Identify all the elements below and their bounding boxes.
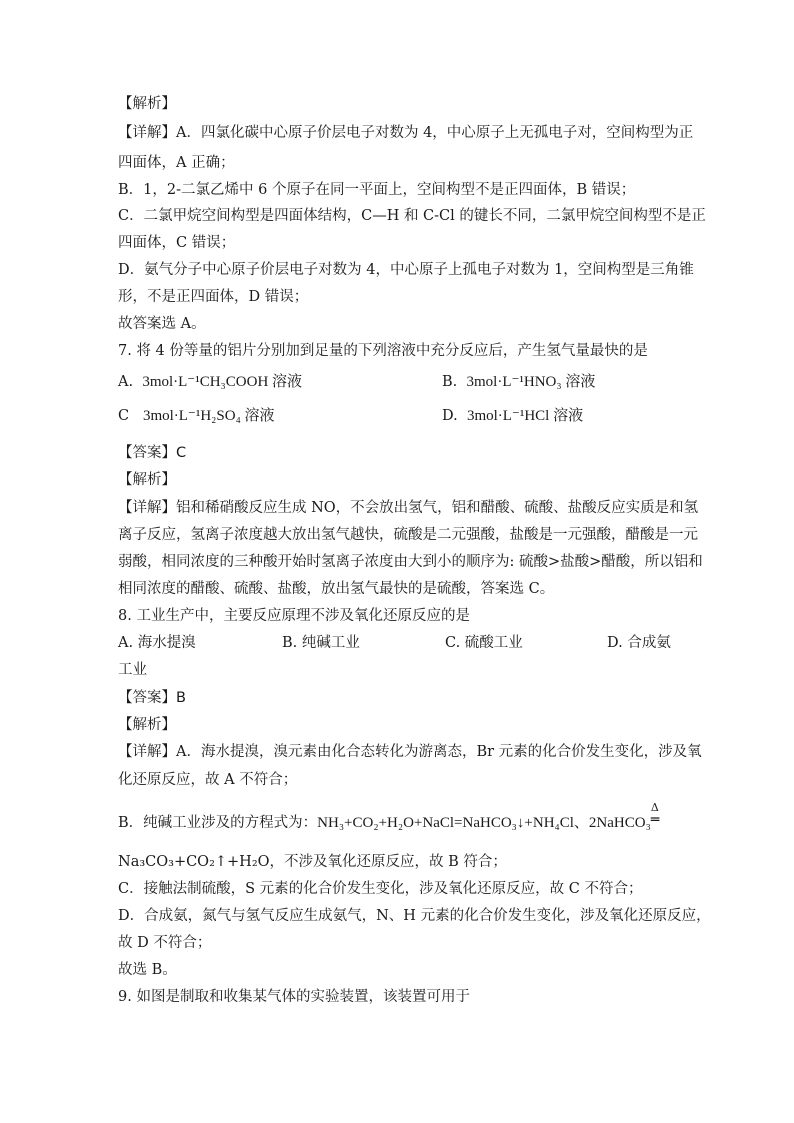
explanation-line: 【详解】A．海水提溴，溴元素由化合态转化为游离态，Br 元素的化合价发生变化，涉及氧: [118, 744, 702, 760]
answer-label: 【答案】C: [118, 445, 187, 461]
explanation-line: B．1，2-二氯乙烯中 6 个原子在同一平面上，空间构型不是正四面体，B 错误；: [118, 182, 636, 198]
option-c: C 3mol·L⁻¹H₂SO₄ 溶液: [118, 408, 275, 424]
question-8: 8. 工业生产中，主要反应原理不涉及氧化还原反应的是: [118, 608, 470, 624]
option-b: B. 3mol·L⁻¹HNO₃ 溶液: [442, 374, 596, 390]
analysis-heading: 【解析】: [118, 472, 176, 488]
equation-continuation: Na₃CO₃+CO₂↑+H₂O，不涉及氧化还原反应，故 B 符合；: [118, 854, 507, 870]
explanation-line: C．二氯甲烷空间构型是四面体结构，C—H 和 C-Cl 的键长不同，二氯甲烷空间构型不是正: [118, 208, 706, 224]
heat-condition: Δ ═: [650, 801, 660, 828]
option-b: B. 纯碱工业: [282, 635, 360, 651]
explanation-line: 四面体，A 正确；: [118, 155, 235, 171]
explanation-line: 四面体，C 错误；: [118, 235, 236, 251]
explanation-line: 故 D 不符合；: [118, 935, 212, 951]
option-a: A. 3mol·L⁻¹CH₃COOH 溶液: [118, 374, 303, 390]
explanation-line: 化还原反应，故 A 不符合；: [118, 772, 298, 788]
explanation-line: 【详解】铝和稀硝酸反应生成 NO，不会放出氢气，铝和醋酸、硫酸、盐酸反应实质是和氢: [118, 500, 699, 516]
answer-conclusion: 故选 B。: [118, 962, 177, 978]
option-d: D. 3mol·L⁻¹HCl 溶液: [442, 408, 584, 424]
explanation-line: 【详解】A．四氯化碳中心原子价层电子对数为 4，中心原子上无孤电子对，空间构型为正: [118, 125, 694, 141]
answer-label: 【答案】B: [118, 690, 186, 706]
question-7: 7. 将 4 份等量的铝片分别加到足量的下列溶液中充分反应后，产生氢气量最快的是: [118, 343, 648, 359]
explanation-line: 形，不是正四面体，D 错误；: [118, 289, 309, 305]
option-d-wrap: 工业: [118, 662, 147, 678]
question-9: 9. 如图是制取和收集某气体的实验装置，该装置可用于: [118, 989, 470, 1005]
equation-line: B．纯碱工业涉及的方程式为：NH₃+CO₂+H₂O+NaCl=NaHCO₃↓+NH₄Cl、2NaHCO₃ Δ ═: [118, 801, 660, 831]
explanation-line: D．氨气分子中心原子价层电子对数为 4，中心原子上孤电子对数为 1，空间构型是三角锥: [118, 262, 694, 278]
option-d: D. 合成氨: [607, 635, 671, 651]
option-c: C. 硫酸工业: [445, 635, 523, 651]
explanation-line: 弱酸，相同浓度的三种酸开始时氢离子浓度由大到小的顺序为: 硫酸>盐酸>醋酸，所以铝和: [118, 554, 703, 570]
explanation-line: 离子反应，氢离子浓度越大放出氢气越快，硫酸是二元强酸，盐酸是一元强酸，醋酸是一元: [118, 527, 698, 543]
explanation-line: C．接触法制硫酸，S 元素的化合价发生变化，涉及氧化还原反应，故 C 不符合；: [118, 881, 643, 897]
explanation-line: 相同浓度的醋酸、硫酸、盐酸，放出氢气最快的是硫酸，答案选 C。: [118, 581, 555, 597]
analysis-heading: 【解析】: [118, 96, 176, 112]
explanation-line: D．合成氨，氮气与氢气反应生成氨气，N、H 元素的化合价发生变化，涉及氧化还原反应，: [118, 908, 711, 924]
option-a: A. 海水提溴: [118, 635, 196, 651]
answer-conclusion: 故答案选 A。: [118, 316, 206, 332]
analysis-heading: 【解析】: [118, 717, 176, 733]
